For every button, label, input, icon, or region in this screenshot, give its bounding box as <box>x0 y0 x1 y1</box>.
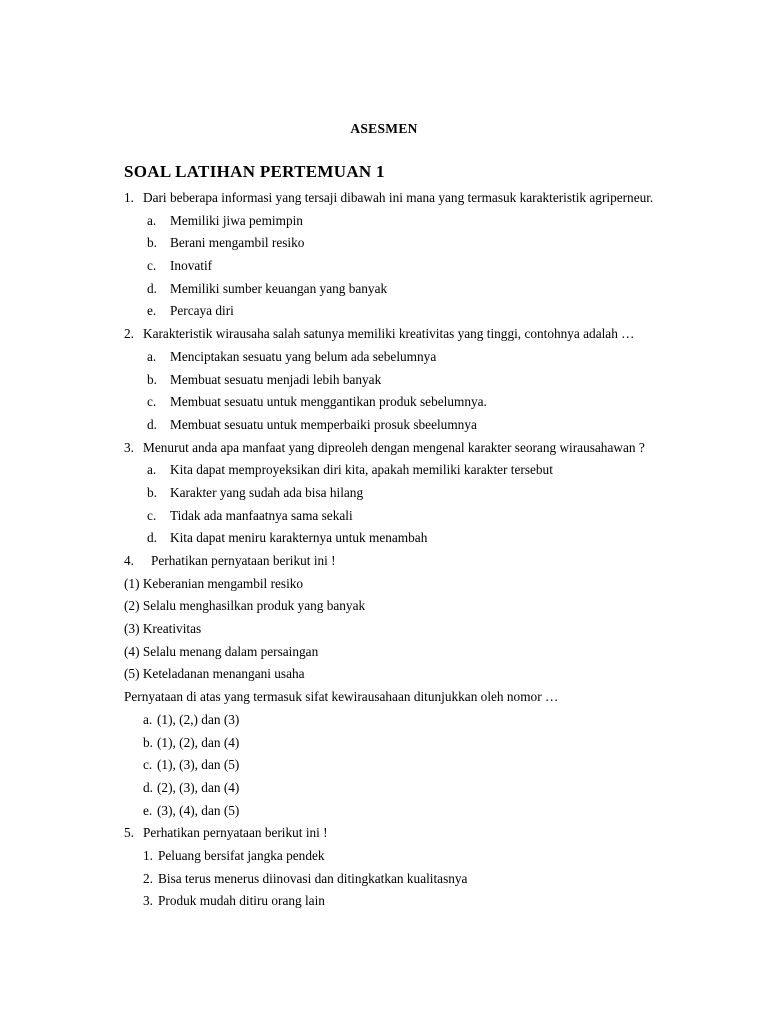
option-a <box>0 459 768 482</box>
question-text: Karakteristik wirausaha salah satunya memiliki kreativitas yang tinggi, contohnya adalah … <box>143 326 635 342</box>
option-text: Membuat sesuatu untuk menggantikan produk sebelumnya. <box>170 394 487 410</box>
option-d <box>0 527 768 550</box>
option-d <box>0 278 768 301</box>
statement-label: 1. <box>143 847 153 863</box>
option-label: c. <box>147 258 157 274</box>
option-c <box>0 391 768 414</box>
statement-text: (5) Keteladanan menangani usaha <box>124 666 305 682</box>
option-label: a. <box>143 711 153 727</box>
statement-text: (2) Selalu menghasilkan produk yang banyak <box>124 598 366 614</box>
option-a <box>0 346 768 369</box>
option-label: c. <box>147 394 157 410</box>
statement-5 <box>0 663 768 686</box>
question-text: Menurut anda apa manfaat yang dipreoleh dengan mengenal karakter seorang wirausahawan ? <box>143 439 645 455</box>
statement-2 <box>0 595 768 618</box>
prompt-text: Pernyataan di atas yang termasuk sifat kewirausahaan ditunjukkan oleh nomor … <box>124 689 559 705</box>
document-heading: ASESMEN <box>350 121 418 136</box>
option-b <box>0 232 768 255</box>
statement-4 <box>0 641 768 664</box>
option-text: (3), (4), dan (5) <box>157 802 240 818</box>
statement-3 <box>0 890 768 913</box>
option-label: d. <box>143 779 153 795</box>
question-text: Perhatikan pernyataan berikut ini ! <box>151 553 336 568</box>
statement-3 <box>0 618 768 641</box>
option-label: c. <box>143 757 153 773</box>
statement-text: Peluang bersifat jangka pendek <box>158 847 325 863</box>
option-text: Menciptakan sesuatu yang belum ada sebelumnya <box>170 348 437 364</box>
question-3 <box>0 437 768 460</box>
option-c <box>0 505 768 528</box>
option-label: a. <box>147 462 157 478</box>
option-c <box>0 255 768 278</box>
question-number: 4. <box>124 553 134 568</box>
question-number: 2. <box>124 326 134 342</box>
option-text: Memiliki jiwa pemimpin <box>170 212 303 228</box>
option-b <box>0 732 768 755</box>
option-label: a. <box>147 348 157 364</box>
question-1 <box>0 187 768 210</box>
option-e <box>0 800 768 823</box>
option-label: b. <box>147 371 157 387</box>
option-label: d. <box>147 530 157 546</box>
question-2 <box>0 323 768 346</box>
option-text: (1), (3), dan (5) <box>157 757 240 773</box>
question-prompt <box>0 686 768 709</box>
option-label: e. <box>147 303 157 319</box>
statement-label: 2. <box>143 870 153 886</box>
option-text: Berani mengambil resiko <box>170 235 305 251</box>
option-text: Kita dapat meniru karakternya untuk menambah <box>170 530 428 546</box>
statement-text: Bisa terus menerus diinovasi dan ditingkatkan kualitasnya <box>158 870 468 886</box>
statement-text: (4) Selalu menang dalam persaingan <box>124 643 319 659</box>
option-label: d. <box>147 280 157 296</box>
statement-label: 3. <box>143 893 153 909</box>
statement-text: Produk mudah ditiru orang lain <box>158 893 325 909</box>
question-number: 3. <box>124 439 134 455</box>
statement-2 <box>0 868 768 891</box>
section-title: SOAL LATIHAN PERTEMUAN 1 <box>124 162 385 181</box>
question-number: 5. <box>124 825 134 841</box>
option-text: Kita dapat memproyeksikan diri kita, apakah memiliki karakter tersebut <box>170 462 553 478</box>
option-text: Memiliki sumber keuangan yang banyak <box>170 280 388 296</box>
option-label: e. <box>143 802 153 818</box>
option-b <box>0 482 768 505</box>
option-text: Membuat sesuatu menjadi lebih banyak <box>170 371 382 387</box>
option-d <box>0 414 768 437</box>
question-number: 1. <box>124 190 134 205</box>
question-4 <box>0 550 768 573</box>
option-c <box>0 754 768 777</box>
option-label: b. <box>147 484 157 500</box>
statement-1 <box>0 573 768 596</box>
question-5 <box>0 822 768 845</box>
option-text: (1), (2,) dan (3) <box>157 711 240 727</box>
question-text: Dari beberapa informasi yang tersaji dibawah ini mana yang termasuk karakteristik agriperneur. <box>143 190 654 205</box>
option-text: Tidak ada manfaatnya sama sekali <box>170 507 353 523</box>
option-text: (2), (3), dan (4) <box>157 779 240 795</box>
option-text: Inovatif <box>170 258 213 274</box>
statement-1 <box>0 845 768 868</box>
option-label: d. <box>147 416 157 432</box>
option-text: Karakter yang sudah ada bisa hilang <box>170 484 364 500</box>
option-d <box>0 777 768 800</box>
option-label: c. <box>147 507 157 523</box>
option-a <box>0 210 768 233</box>
option-label: a. <box>147 212 157 228</box>
option-text: Membuat sesuatu untuk memperbaiki prosuk sbeelumnya <box>170 416 477 432</box>
question-list <box>0 187 768 913</box>
statement-text: (3) Kreativitas <box>124 621 202 637</box>
statement-text: (1) Keberanian mengambil resiko <box>124 575 304 591</box>
question-text: Perhatikan pernyataan berikut ini ! <box>143 825 328 841</box>
option-b <box>0 369 768 392</box>
option-text: (1), (2), dan (4) <box>157 734 240 750</box>
option-e <box>0 300 768 323</box>
option-label: b. <box>147 235 157 251</box>
option-text: Percaya diri <box>170 303 234 319</box>
option-label: b. <box>143 734 153 750</box>
option-a <box>0 709 768 732</box>
